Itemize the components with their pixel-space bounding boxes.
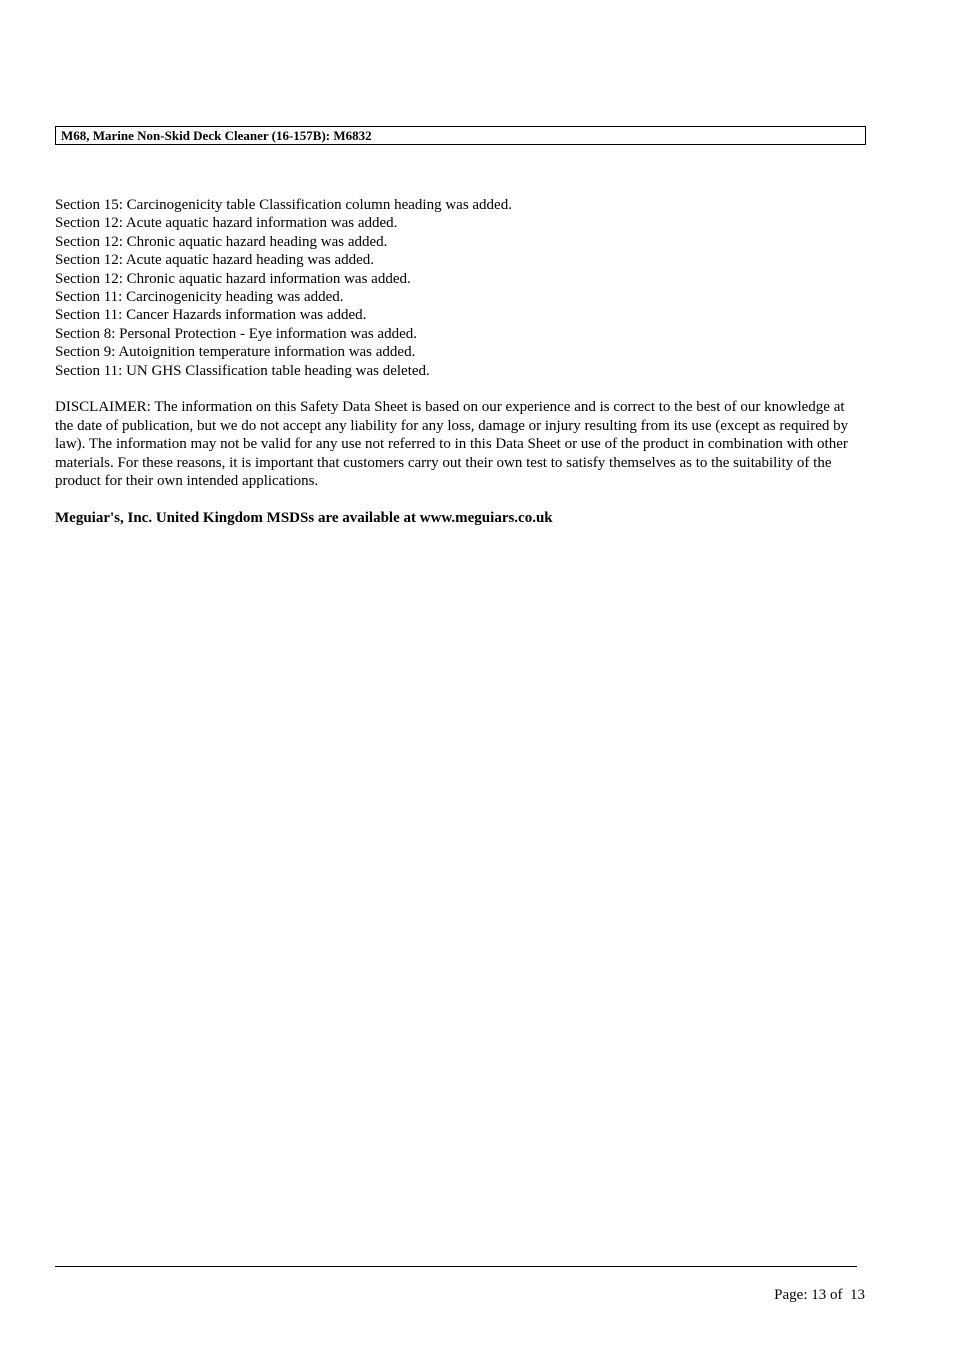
document-header — [55, 126, 866, 145]
uk-msds-note: Meguiar's, Inc. United Kingdom MSDSs are available at www.meguiars.co.uk — [55, 510, 553, 526]
revision-item: Section 11: Cancer Hazards information was added. — [55, 307, 367, 324]
disclaimer-paragraph: DISCLAIMER: The information on this Safety Data Sheet is based on our experience and is correct to the best of our knowledge at the date of publication, but we do not accept any liability for any loss, damage or injury resulting from its use (except as required by law). The information may not be valid for any use not referred to in this Data Sheet or use of the product in combination with other materials. For these reasons, it is important that customers carry out their own test to satisfy themselves as to the suitability of the product for their own intended applications. — [55, 399, 849, 490]
revision-item: Section 9: Autoignition temperature information was added. — [55, 344, 416, 361]
revision-item: Section 12: Acute aquatic hazard heading was added. — [55, 252, 375, 269]
revision-item: Section 12: Chronic aquatic hazard heading was added. — [55, 233, 388, 250]
revision-item: Section 12: Chronic aquatic hazard information was added. — [55, 270, 411, 287]
revision-item: Section 11: Carcinogenicity heading was added. — [55, 289, 344, 306]
revision-item: Section 12: Acute aquatic hazard information was added. — [55, 215, 398, 232]
revision-item: Section 11: UN GHS Classification table heading was deleted. — [55, 362, 430, 379]
revision-item: Section 8: Personal Protection - Eye information was added. — [55, 325, 417, 342]
footer-divider — [55, 1266, 857, 1267]
revision-list — [55, 196, 512, 380]
page-number: Page: 13 of 13 — [774, 1287, 865, 1303]
product-title: M68, Marine Non-Skid Deck Cleaner (16-157B): M6832 — [61, 128, 372, 143]
revision-item: Section 15: Carcinogenicity table Classification column heading was added. — [55, 197, 512, 213]
